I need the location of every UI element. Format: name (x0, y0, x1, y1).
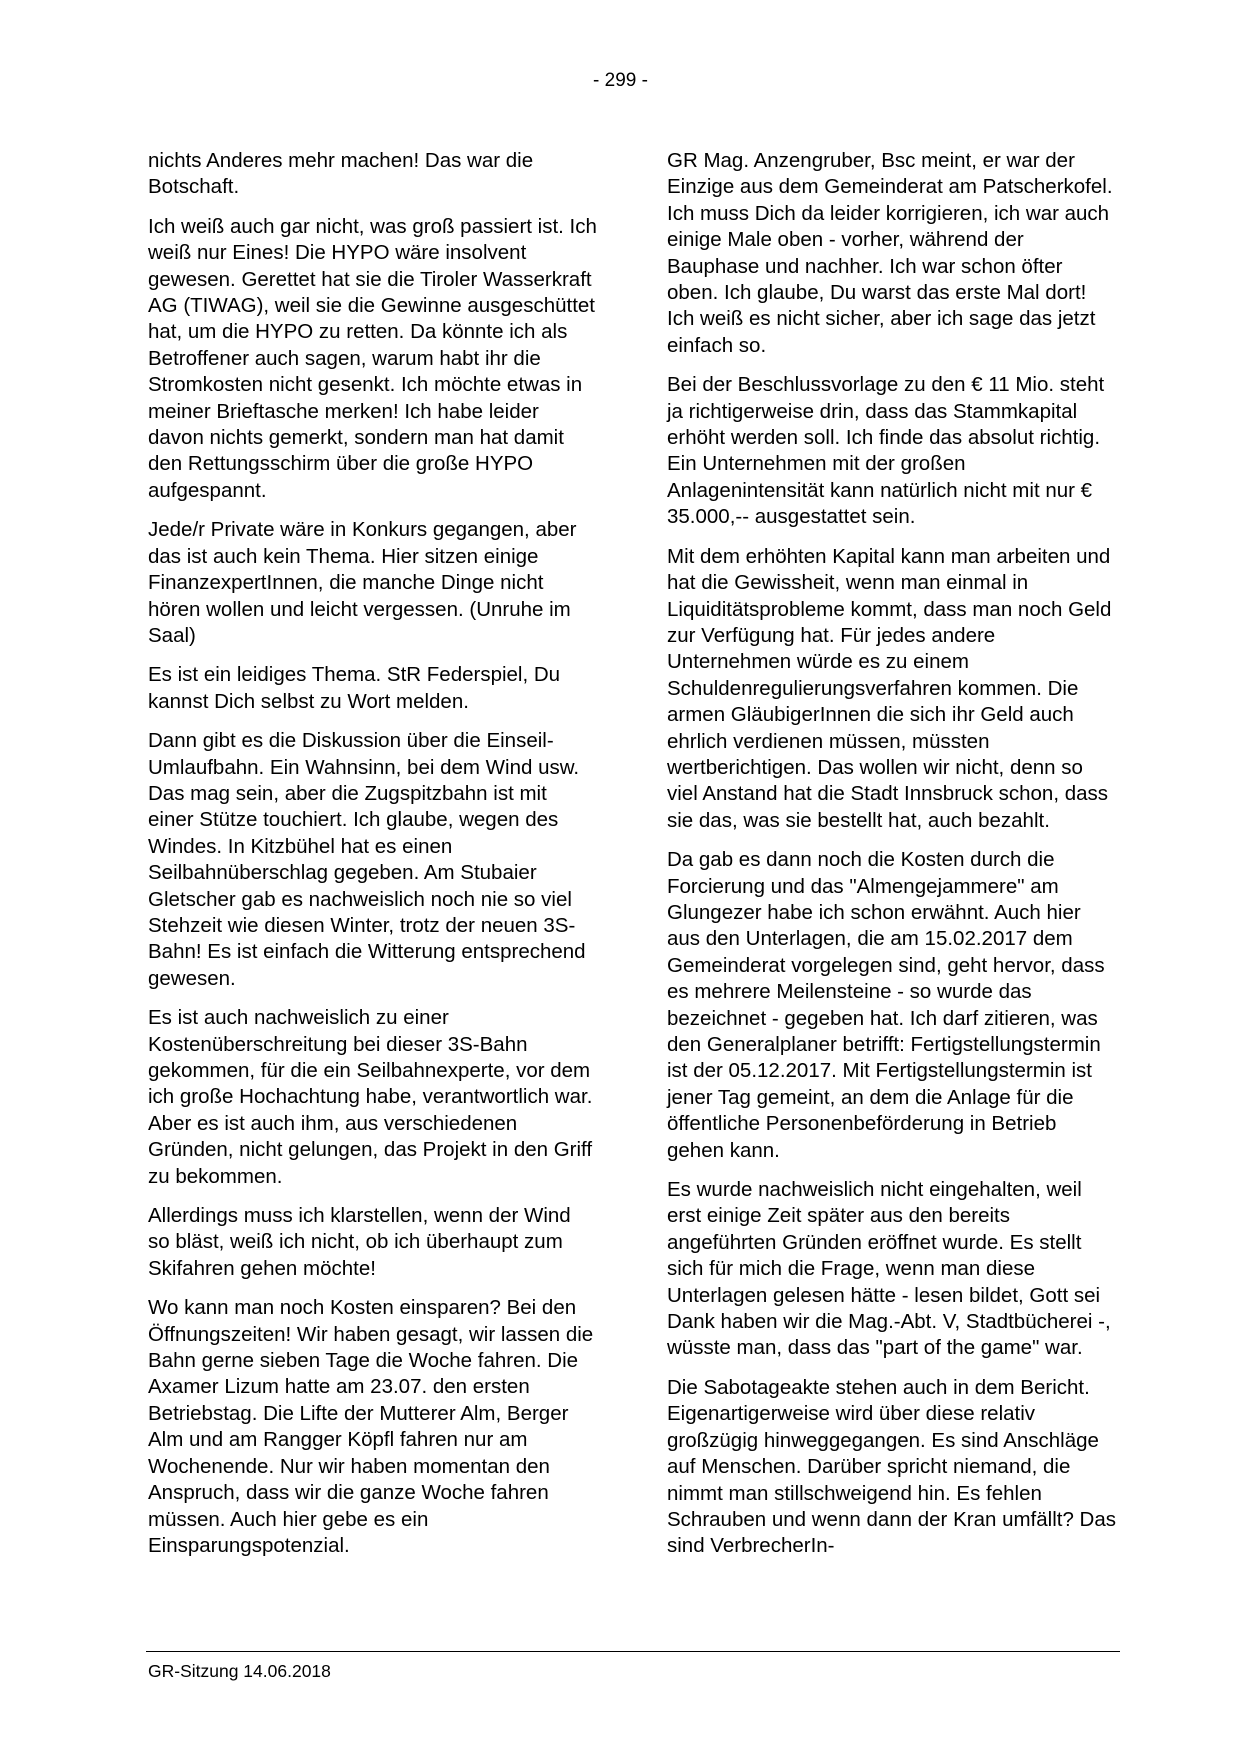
paragraph: GR Mag. Anzengruber, Bsc meint, er war der Einzige aus dem Gemeinderat am Patscherkofel. Ich muss Dich da leider korrigieren, ich war auch einige Male oben - vorher, während der Bauphase und nachher. Ich war schon öfter oben. Ich glaube, Du warst das erste Mal dort! Ich weiß es nicht sicher, aber ich sage das jetzt einfach so. (667, 149, 1113, 357)
paragraph: Allerdings muss ich klarstellen, wenn der Wind so bläst, weiß ich nicht, ob ich überhaupt zum Skifahren gehen möchte! (148, 1204, 571, 1280)
paragraph: nichts Anderes mehr machen! Das war die Botschaft. (148, 149, 534, 199)
paragraph: Bei der Beschlussvorlage zu den € 11 Mio. steht ja richtigerweise drin, dass das Stammkapital erhöht werden soll. Ich finde das absolut richtig. Ein Unternehmen mit der großen Anlagenintensität kann natürlich nicht mit nur € 35.000,-- ausgestattet sein. (667, 373, 1105, 529)
paragraph: Dann gibt es die Diskussion über die Einseil-Umlaufbahn. Ein Wahnsinn, bei dem Wind usw. Das mag sein, aber die Zugspitzbahn ist mit einer Stütze touchiert. Ich glaube, wegen des Windes. In Kitzbühel hat es einen Seilbahnüberschlag gegeben. Am Stubaier Gletscher gab es nachweislich noch nie so viel Stehzeit wie diesen Winter, trotz der neuen 3S-Bahn! Es ist einfach die Witterung entsprechend gewesen. (148, 729, 586, 990)
paragraph: Es ist auch nachweislich zu einer Kostenüberschreitung bei dieser 3S-Bahn gekommen, für die ein Seilbahnexperte, vor dem ich große Hochachtung habe, verantwortlich war. Aber es ist auch ihm, aus verschiedenen Gründen, nicht gelungen, das Projekt in den Griff zu bekommen. (148, 1006, 593, 1188)
paragraph: Mit dem erhöhten Kapital kann man arbeiten und hat die Gewissheit, wenn man einmal in Liquiditätsprobleme kommt, dass man noch Geld zur Verfügung hat. Für jedes andere Unternehmen würde es zu einem Schuldenregulierungsverfahren kommen. Die armen GläubigerInnen die sich ihr Geld auch ehrlich verdienen müssen, müssten wertberichtigen. Das wollen wir nicht, denn so viel Anstand hat die Stadt Innsbruck schon, dass sie das, was sie bestellt hat, auch bezahlt. (667, 544, 1112, 832)
paragraph: Es wurde nachweislich nicht eingehalten, weil erst einige Zeit später aus den bereits angeführten Gründen eröffnet wurde. Es stellt sich für mich die Frage, wenn man diese Unterlagen gelesen hätte - lesen bildet, Gott sei Dank haben wir die Mag.-Abt. V, Stadtbücherei -, wüsste man, dass das "part of the game" war. (667, 1178, 1111, 1360)
paragraph: Jede/r Private wäre in Konkurs gegangen, aber das ist auch kein Thema. Hier sitzen einige FinanzexpertInnen, die manche Dinge nicht hören wollen und leicht vergessen. (Unruhe im Saal) (148, 518, 577, 647)
footer-text: GR-Sitzung 14.06.2018 (148, 1661, 331, 1681)
right-column (667, 148, 1117, 1573)
paragraph: Es ist ein leidiges Thema. StR Federspiel, Du kannst Dich selbst zu Wort melden. (148, 663, 561, 713)
footer-divider (146, 1651, 1120, 1652)
paragraph: Wo kann man noch Kosten einsparen? Bei den Öffnungszeiten! Wir haben gesagt, wir lassen die Bahn gerne sieben Tage die Woche fahren. Die Axamer Lizum hatte am 23.07. den ersten Betriebstag. Die Lifte der Mutterer Alm, Berger Alm und am Rangger Köpfl fahren nur am Wochenende. Nur wir haben momentan den Anspruch, dass wir die ganze Woche fahren müssen. Auch hier gebe es ein Einsparungspotenzial. (148, 1296, 594, 1557)
paragraph: Da gab es dann noch die Kosten durch die Forcierung und das "Almengejammere" am Glungezer habe ich schon erwähnt. Auch hier aus den Unterlagen, die am 15.02.2017 dem Gemeinderat vorgelegen sind, geht hervor, dass es mehrere Meilensteine - so wurde das bezeichnet - gegeben hat. Ich darf zitieren, was den Generalplaner betrifft: Fertigstellungstermin ist der 05.12.2017. Mit Fertigstellungstermin ist jener Tag gemeint, an dem die Anlage für die öffentliche Personenbeförderung in Betrieb gehen kann. (667, 848, 1105, 1162)
page-number: - 299 - (593, 70, 648, 91)
paragraph: Ich weiß auch gar nicht, was groß passiert ist. Ich weiß nur Eines! Die HYPO wäre insolvent gewesen. Gerettet hat sie die Tiroler Wasserkraft AG (TIWAG), weil sie die Gewinne ausgeschüttet hat, um die HYPO zu retten. Da könnte ich als Betroffener auch sagen, warum habt ihr die Stromkosten nicht gesenkt. Ich möchte etwas in meiner Brieftasche merken! Ich habe leider davon nichts gemerkt, sondern man hat damit den Rettungsschirm über die große HYPO aufgespannt. (148, 214, 597, 502)
paragraph: Die Sabotageakte stehen auch in dem Bericht. Eigenartigerweise wird über diese relativ großzügig hinweggegangen. Es sind Anschläge auf Menschen. Darüber spricht niemand, die nimmt man stillschweigend hin. Es fehlen Schrauben und wenn dann der Kran umfällt? Das sind VerbrecherIn- (667, 1375, 1117, 1558)
left-column (148, 148, 598, 1572)
